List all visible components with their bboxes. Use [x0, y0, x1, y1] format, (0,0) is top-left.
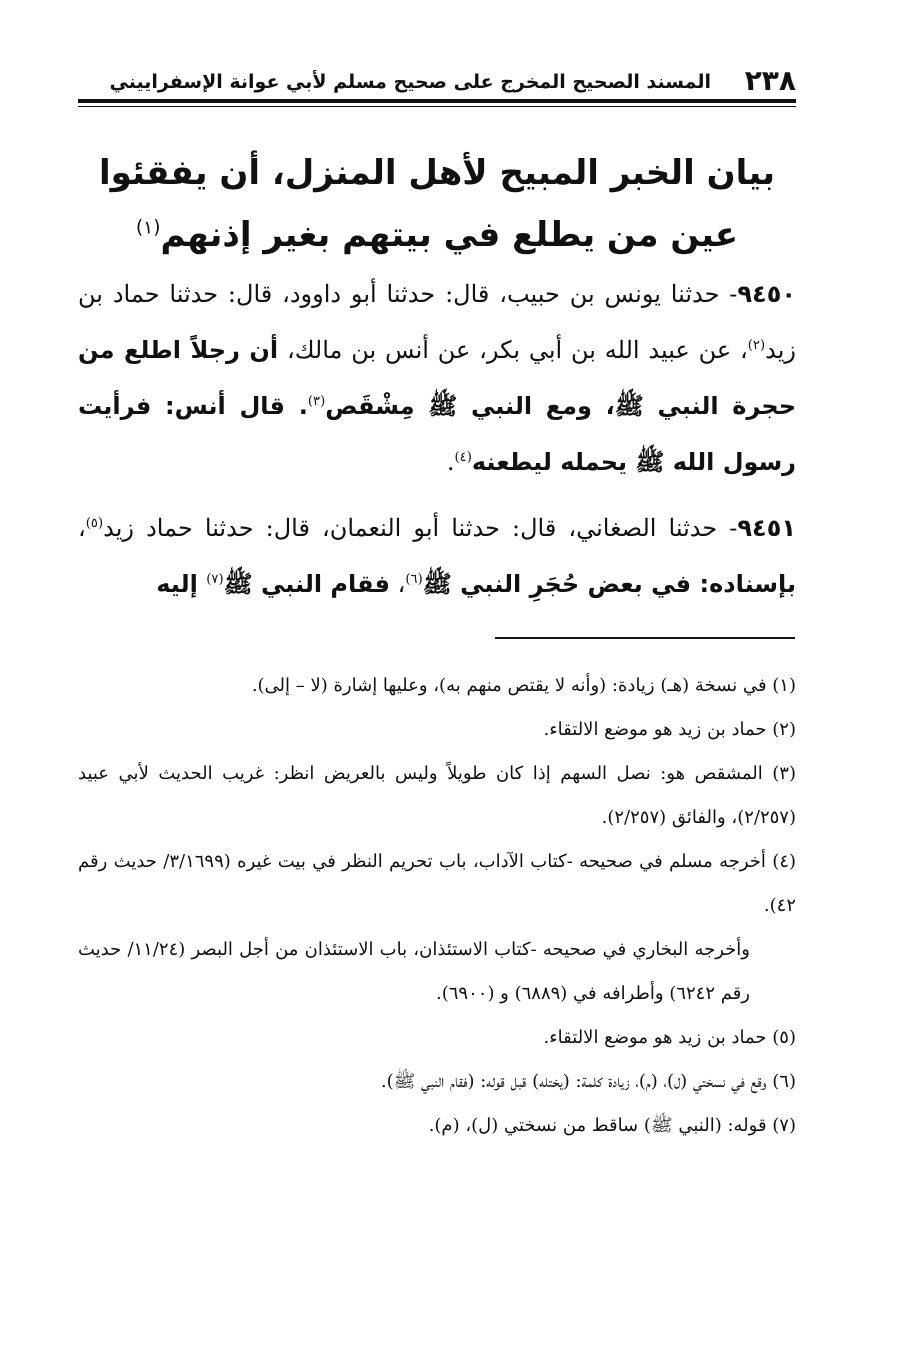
page-header: [78, 64, 796, 98]
main-text: [78, 266, 796, 622]
footnote-6: (٦) وقع في نسختي (ل)، (م)، زيادة كلمة: (يختله) قبل قوله: (فقام النبي ﷺ).: [380, 1071, 796, 1092]
hadith-number: ٩٤٥١: [737, 514, 796, 542]
hadith-text: ،: [390, 570, 406, 598]
hadith-text: ،: [78, 514, 86, 542]
footnote-ref-2: (٢): [747, 338, 766, 353]
footnote-ref-5: (٥): [85, 516, 104, 531]
footnote-ref-4: (٤): [454, 450, 472, 465]
footnotes: [78, 664, 796, 1148]
header-rule-thin: [78, 106, 796, 107]
hadith-matn: . قال أنس: فرأيت رسول الله ﷺ يحمله ليطعنه: [78, 392, 796, 476]
hadith-text: .: [446, 448, 455, 476]
footnote-ref-7: (٧): [206, 572, 224, 587]
footnote-ref-6: (٦): [405, 572, 423, 587]
hadith-text: - حدثنا يونس بن حبيب، قال: حدثنا أبو داوود، قال: حدثنا حماد بن زيد: [78, 280, 797, 364]
hadith-matn: بإسناده: في بعض حُجَرِ النبي ﷺ: [422, 570, 796, 598]
footnote-1: (١) في نسخة (هـ) زيادة: (وأنه لا يقتص منهم به)، وعليها إشارة (لا – إلى).: [251, 675, 796, 696]
footnote-ref-1: (١): [135, 217, 161, 239]
footnote-4: (٤) أخرجه مسلم في صحيحه -كتاب الآداب، باب تحريم النظر في بيت غيره (٣/١٦٩٩/ حديث رقم ٤٢).: [78, 851, 797, 916]
footnote-ref-3: (٣): [307, 394, 326, 409]
footnote-7: (٧) قوله: (النبي ﷺ) ساقط من نسختي (ل)، (م).: [428, 1115, 796, 1136]
chapter-title: [92, 142, 782, 266]
hadith-matn: إليه: [156, 570, 207, 598]
footnote-5: (٥) حماد بن زيد هو موضع الالتقاء.: [543, 1027, 796, 1048]
footnote-separator: [495, 637, 795, 639]
footnote-3: (٣) المشقص هو: نصل السهم إذا كان طويلاً وليس بالعريض انظر: غريب الحديث لأبي عبيد (٢/٢٥٧)، والفائق (٢/٢٥٧).: [78, 763, 796, 828]
header-rule: [78, 99, 796, 103]
footnote-2: (٢) حماد بن زيد هو موضع الالتقاء.: [543, 719, 796, 740]
hadith-text: - حدثنا الصغاني، قال: حدثنا أبو النعمان، قال: حدثنا حماد زيد: [103, 514, 738, 542]
chapter-title-text: بيان الخبر المبيح لأهل المنزل، أن يفقئوا عين من يطلع في بيتهم بغير إذنهم: [98, 153, 775, 255]
hadith-9450: [78, 266, 796, 490]
hadith-9451: [78, 500, 796, 612]
hadith-text: ، عن عبيد الله بن أبي بكر، عن أنس بن مالك،: [278, 336, 748, 364]
hadith-matn: أن رجلاً اطلع من حجرة النبي ﷺ، ومع النبي ﷺ مِشْقَص: [78, 336, 796, 420]
page-number: ٢٣٨: [744, 64, 796, 97]
hadith-number: ٩٤٥٠: [737, 280, 796, 308]
hadith-matn: فقام النبي ﷺ: [223, 570, 390, 598]
footnote-4-continued: وأخرجه البخاري في صحيحه -كتاب الاستئذان، باب الاستئذان من أجل البصر (١١/٢٤/ حديث رقم ٦٢٤٢) وأطرافه في (٦٨٨٩) و (٦٩٠٠).: [78, 939, 750, 1004]
running-title: المسند الصحيح المخرج على صحيح مسلم لأبي عوانة الإسفراييني: [109, 71, 711, 93]
